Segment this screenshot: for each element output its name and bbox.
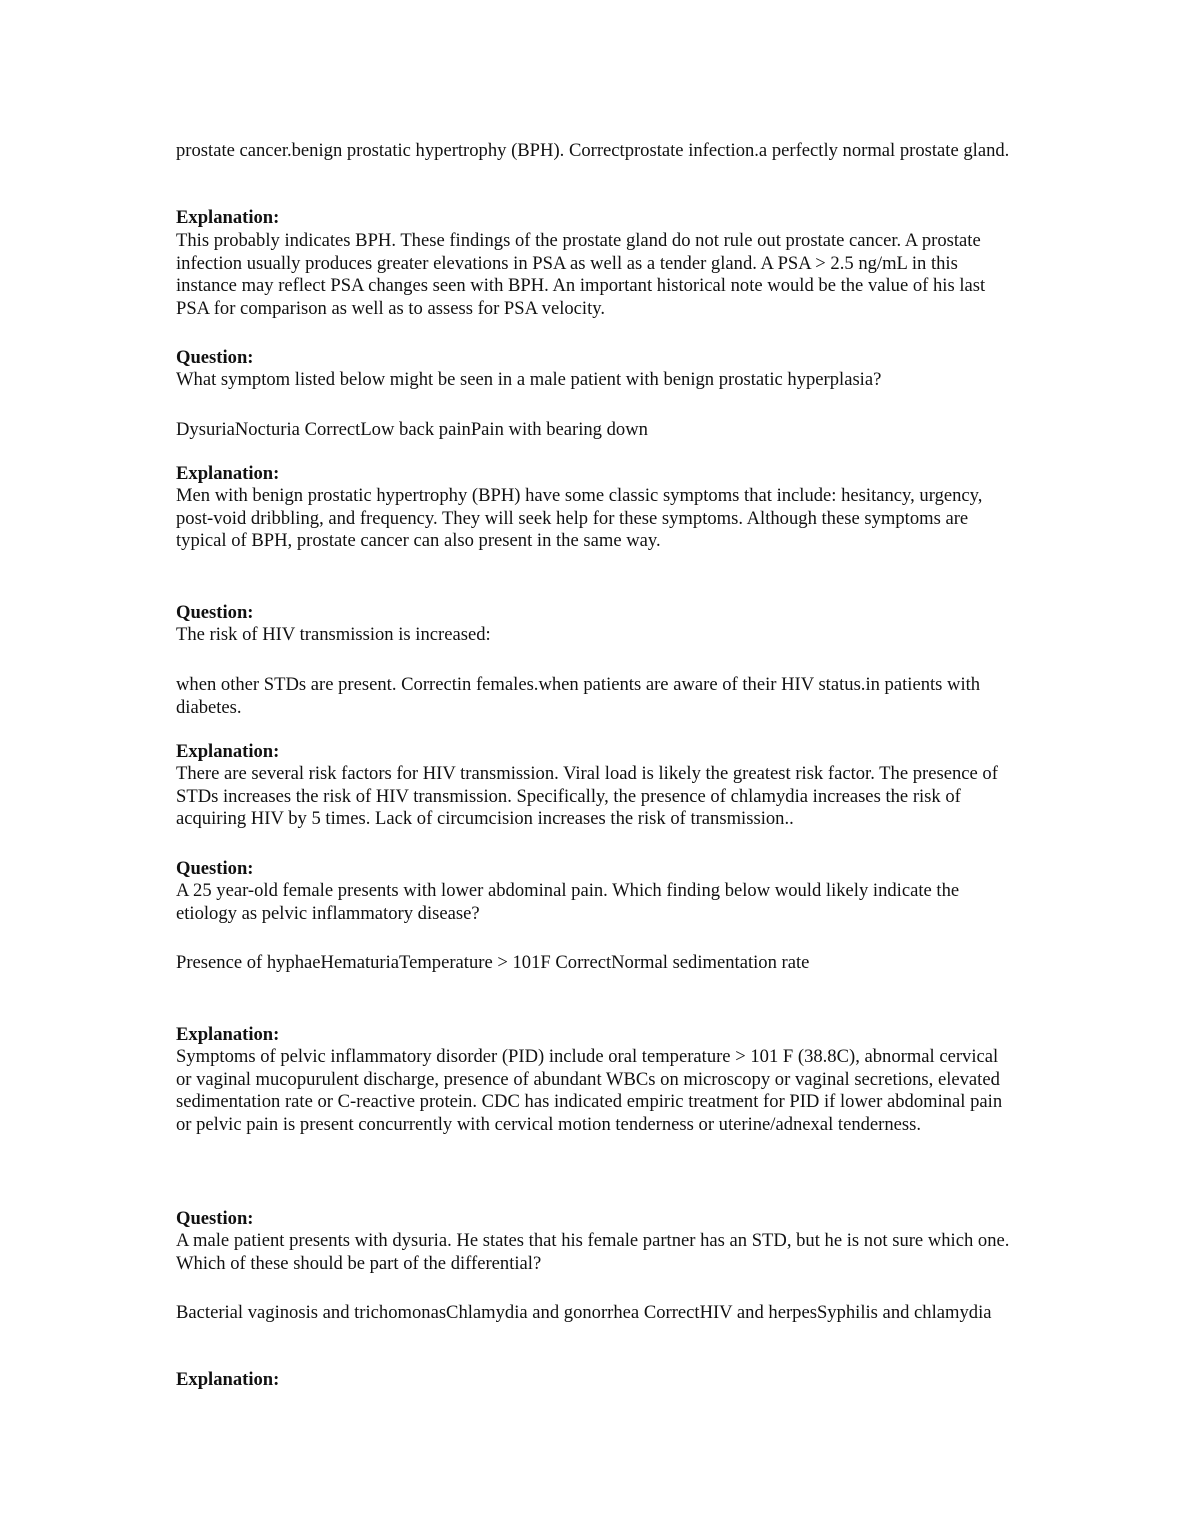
explanation-heading: Explanation: <box>176 741 280 762</box>
explanation-heading: Explanation: <box>176 1024 280 1045</box>
question-heading: Question: <box>176 1208 254 1229</box>
explanation-heading: Explanation: <box>176 1369 280 1390</box>
explanation-text: There are several risk factors for HIV transmission. Viral load is likely the greatest risk factor. The presence of STDs increases the risk of HIV transmission. Specifically, the presence of chlamydia increases the risk of acquiring HIV by 5 times. Lack of circumcision increases the risk of transmission.. <box>176 763 998 829</box>
question-heading: Question: <box>176 602 254 623</box>
explanation-text: Men with benign prostatic hypertrophy (BPH) have some classic symptoms that include: hesitancy, urgency, post-void dribbling, and frequency. They will seek help for these symptoms. Although these symptoms are typical of BPH, prostate cancer can also present in the same way. <box>176 485 983 551</box>
explanation-heading: Explanation: <box>176 207 280 228</box>
answer-choices: prostate cancer.benign prostatic hypertrophy (BPH). Correctprostate infection.a perfectly normal prostate gland. <box>176 140 1010 161</box>
explanation-heading: Explanation: <box>176 463 280 484</box>
question-heading: Question: <box>176 858 254 879</box>
explanation-text: Symptoms of pelvic inflammatory disorder (PID) include oral temperature > 101 F (38.8C), abnormal cervical or vaginal mucopurulent discharge, presence of abundant WBCs on microscopy or vaginal secretions, elevated sedimentation rate or C-reactive protein. CDC has indicated empiric treatment for PID if lower abdominal pain or pelvic pain is present concurrently with cervical motion tenderness or uterine/adnexal tenderness. <box>176 1046 1003 1135</box>
answer-choices: DysuriaNocturia CorrectLow back painPain with bearing down <box>176 419 648 440</box>
answer-choices: when other STDs are present. Correctin females.when patients are aware of their HIV status.in patients with diabetes. <box>176 674 981 718</box>
explanation-text: This probably indicates BPH. These findings of the prostate gland do not rule out prostate cancer. A prostate infection usually produces greater elevations in PSA as well as a tender gland. A PSA > 2.5 ng/mL in this instance may reflect PSA changes seen with BPH. An important historical note would be the value of his last PSA for comparison as well as to assess for PSA velocity. <box>176 230 986 319</box>
question-text: What symptom listed below might be seen in a male patient with benign prostatic hyperplasia? <box>176 369 882 390</box>
question-text: The risk of HIV transmission is increased: <box>176 624 491 645</box>
question-text: A 25 year-old female presents with lower abdominal pain. Which finding below would likely indicate the etiology as pelvic inflammatory disease? <box>176 880 960 924</box>
question-text: A male patient presents with dysuria. He states that his female partner has an STD, but he is not sure which one. Which of these should be part of the differential? <box>176 1230 1010 1274</box>
answer-choices: Presence of hyphaeHematuriaTemperature > 101F CorrectNormal sedimentation rate <box>176 952 810 973</box>
question-heading: Question: <box>176 347 254 368</box>
answer-choices: Bacterial vaginosis and trichomonasChlamydia and gonorrhea CorrectHIV and herpesSyphilis and chlamydia <box>176 1302 992 1323</box>
